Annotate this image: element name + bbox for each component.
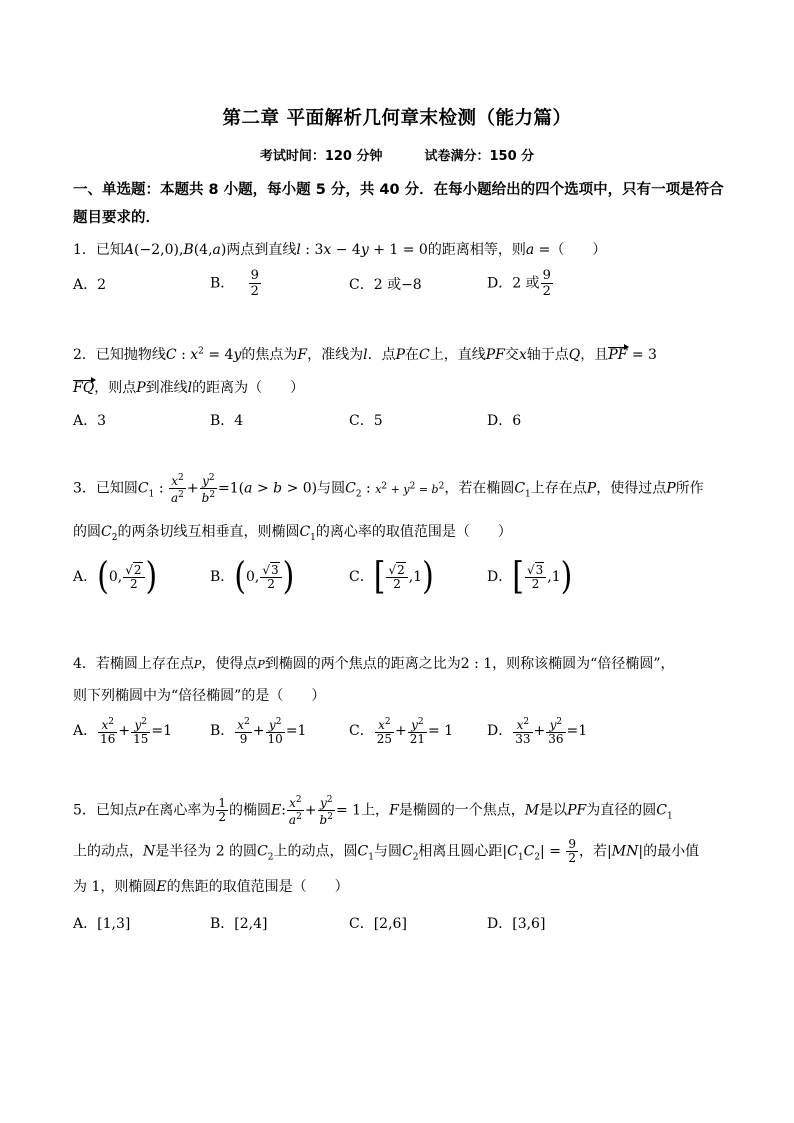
exam-info [0,145,794,164]
q4-option-c[interactable]: C． $\frac{x^2}{25}$ + $\frac{y^2}{21}$ = 1 [349,717,454,746]
q1-option-c[interactable]: C．2 或−8 [349,277,422,293]
q3-option-d[interactable]: D．[ $\frac{√3}{2}$ ,1) [487,554,573,599]
exam-score: 试卷满分：150 分 [424,149,535,164]
question-3-line-1: 3．已知圆$C_1$ : $\frac{x^2}{a^2}$ + $\frac{y^2}{b^2}$ =1(a > b > 0)与圆$C_2$ : $x^2 + y^2 = b^2$，若在椭圆$C_1$上存在点P，使得过点P所作 [73,473,704,505]
question-4-line-1: 4．若椭圆上存在点P，使得点P到椭圆的两个焦点的距离之比为2 : 1，则称该椭圆为“倍径椭圆”， [73,656,675,672]
question-3-line-2: 的圆$C_2$的两条切线互相垂直，则椭圆$C_1$的离心率的取值范围是（ ） [73,524,512,543]
q2-option-b[interactable]: B．4 [210,413,244,429]
q2-option-a[interactable]: A．3 [73,413,107,429]
q3-option-c[interactable]: C．[ $\frac{√2}{2}$ ,1) [349,554,434,599]
q1-option-d[interactable]: D．2 或 $\frac{9}{2}$ [487,268,551,299]
q2-option-c[interactable]: C．5 [349,413,383,429]
q3-option-b[interactable]: B．(0, $\frac{√3}{2}$ ) [210,554,295,599]
q4-option-a[interactable]: A． $\frac{x^2}{16}$ + $\frac{y^2}{15}$ =1 [73,717,173,746]
exam-time: 考试时间：120 分钟 [259,149,383,164]
q5-option-c[interactable]: C．[2,6] [349,916,407,932]
question-4-line-2: 则下列椭圆中为“倍径椭圆”的是（ ） [73,688,326,704]
section-heading: 一、单选题：本题共 8 小题，每小题 5 分，共 40 分．在每小题给出的四个选项中，只有一项是符合题目要求的． [73,182,724,226]
q3-option-a[interactable]: A．(0, $\frac{√2}{2}$ ) [73,554,158,599]
q5-option-a[interactable]: A．[1,3] [73,916,131,932]
question-2-line-2: FQ，则点P到准线l的距离为（ ） [73,380,305,396]
question-5-line-3: 为 1，则椭圆E的焦距的取值范围是（ ） [73,879,349,895]
q4-option-d[interactable]: D． $\frac{x^2}{33}$ + $\frac{y^2}{36}$ =1 [487,717,588,746]
q5-option-b[interactable]: B．[2,4] [210,916,268,932]
question-2-line-1: 2．已知抛物线C : $x^2 = 4y$的焦点为F，准线为l．点P在C上，直线PF交x轴于点Q，且PF = 3 [73,346,657,363]
q5-option-d[interactable]: D．[3,6] [487,916,546,932]
page-title: 第二章 平面解析几何章末检测（能力篇） [222,108,572,129]
question-1: 1．已知A(−2,0),B(4,a)两点到直线l : 3x − 4y + 1 = 0的距离相等，则a =（ ） [73,242,607,258]
q2-option-d[interactable]: D．6 [487,413,522,429]
q4-option-b[interactable]: B． $\frac{x^2}{9}$ + $\frac{y^2}{10}$ =1 [210,717,307,746]
question-5-line-1: 5．已知点P在离心率为 $\frac{1}{2}$ 的椭圆E: $\frac{x^2}{a^2}$ + $\frac{y^2}{b^2}$ = 1上，F是椭圆的一个焦点，M是以PF为直径的圆$C_1$ [73,795,673,827]
q1-option-a[interactable]: A．2 [73,277,107,293]
q1-option-b[interactable]: B． $\frac{9}{2}$ [210,268,259,299]
question-5-line-2: 上的动点，N是半径为 2 的圆$C_2$上的动点，圆$C_1$与圆$C_2$相离且圆心距$|C_1C_2|$ = $\frac{9}{2}$ ，若|MN|的最小值 [73,837,700,865]
